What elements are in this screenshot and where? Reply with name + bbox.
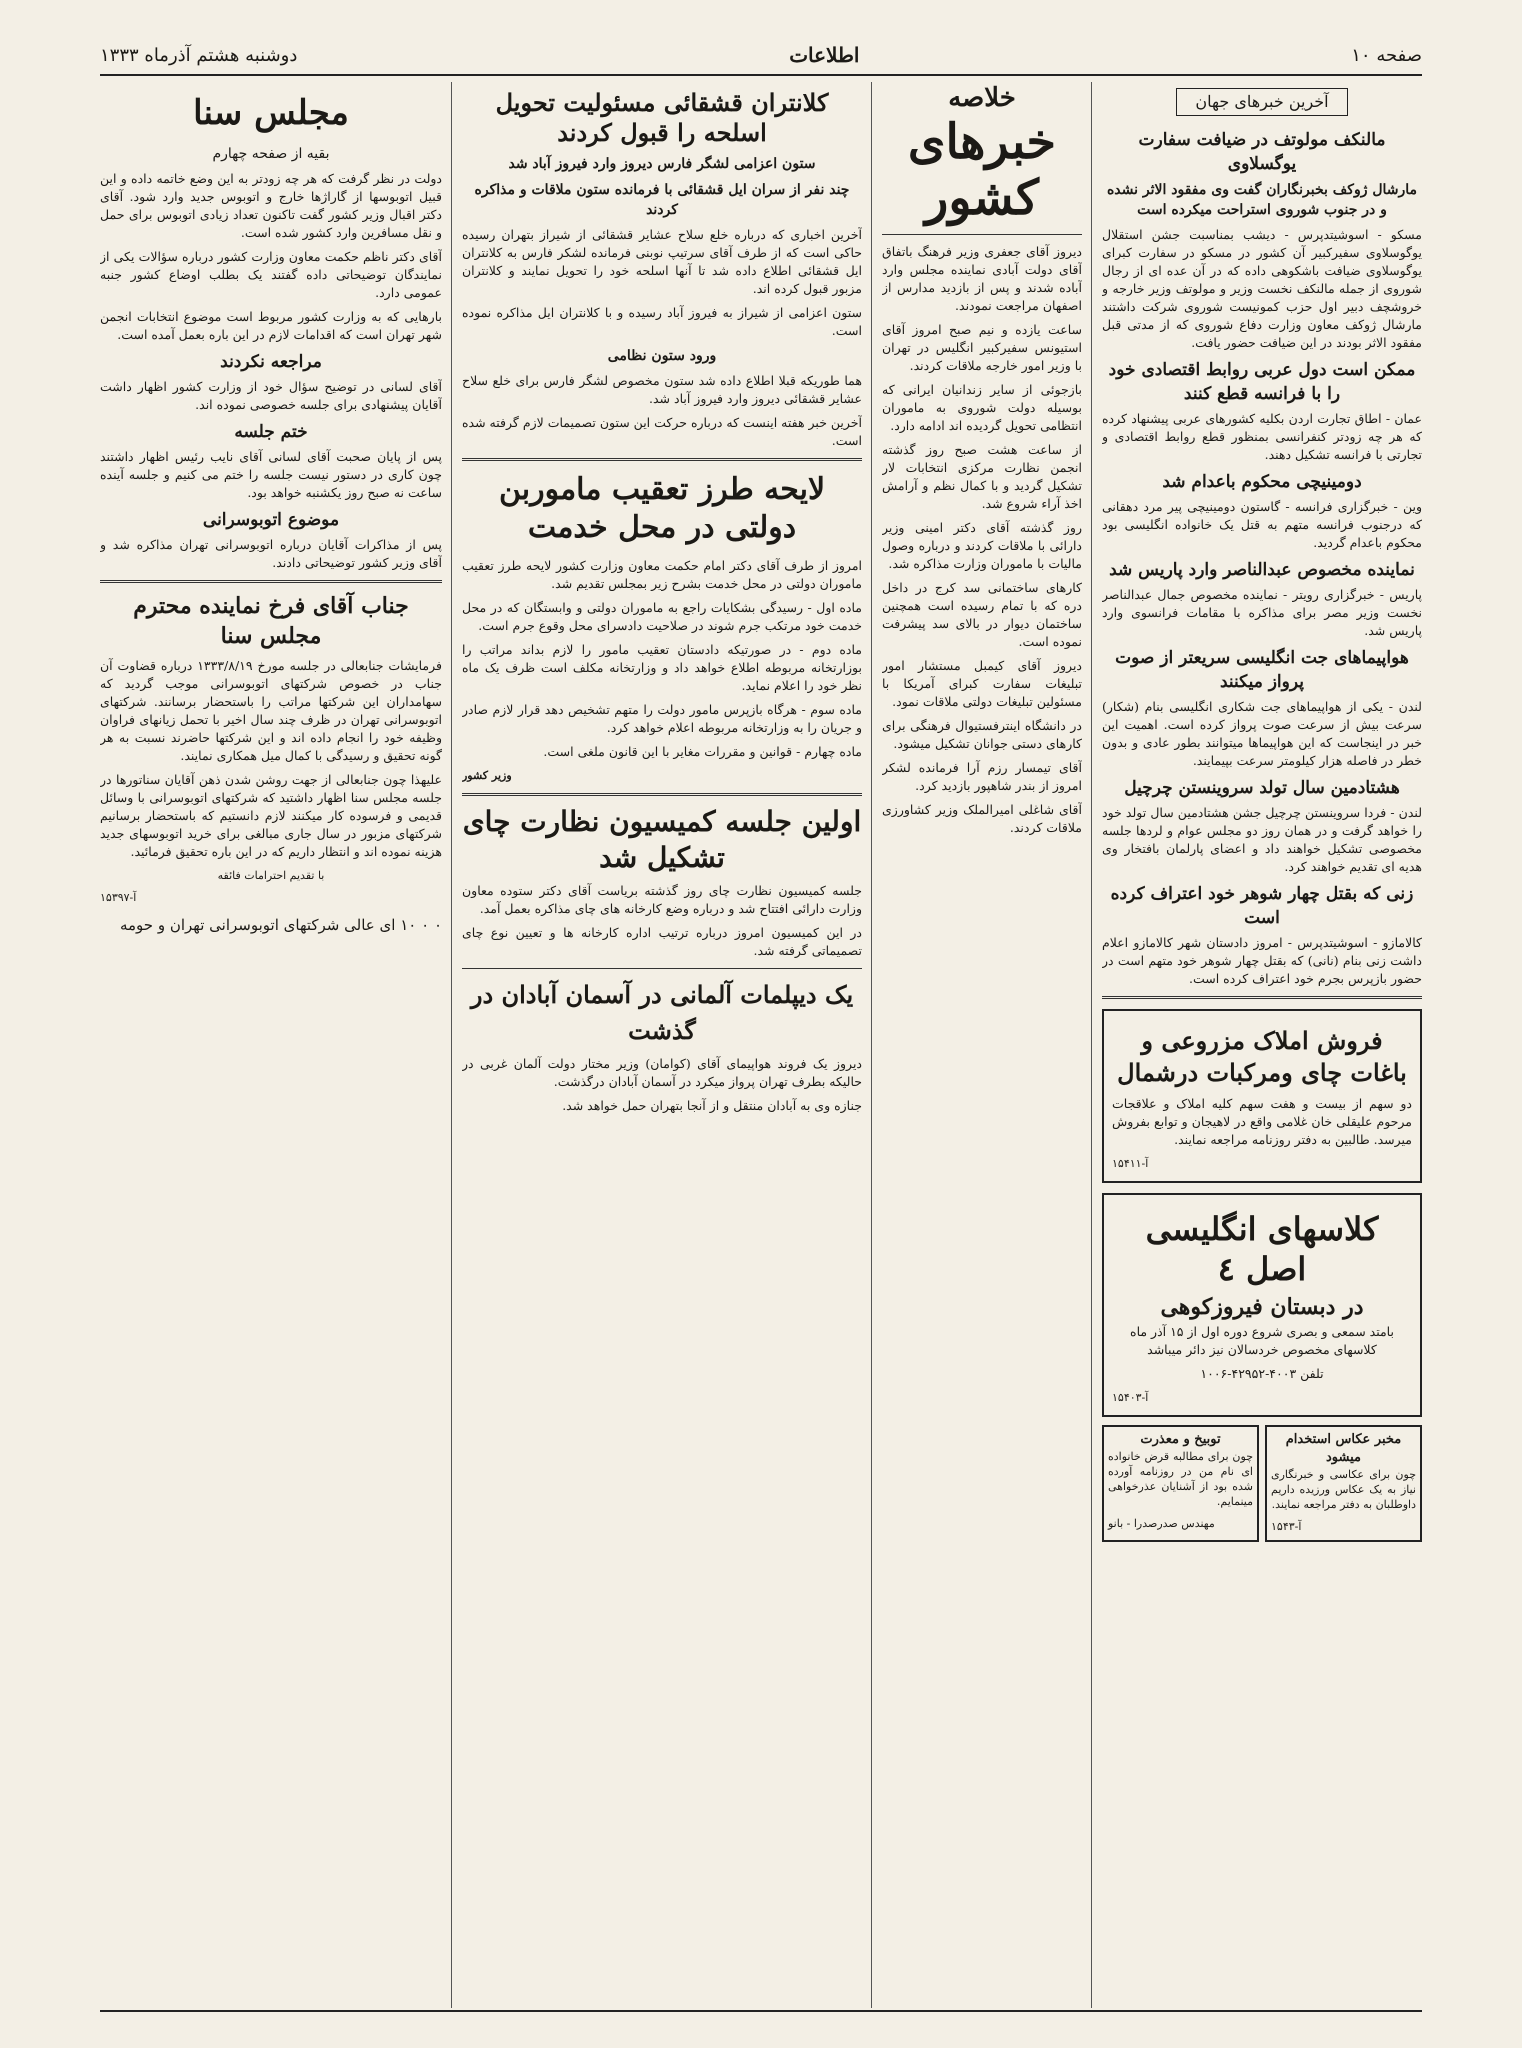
article-four-husbands: کالامازو - اسوشیتدپرس - امروز دادستان شهر کالامازو اعلام داشت زنی بنام (نانی) که بقتل چهار شوهر خود متهم است در حضور بازپرس بجرم خود اعتراف کرده است. — [1102, 935, 1422, 986]
domestic-item-2: ساعت یازده و نیم صبح امروز آقای استیونس سفیرکبیر انگلیس در تهران با وزیر امور خارجه ملاقات کردند. — [882, 322, 1082, 373]
headline-officials-bill: لایحه طرز تعقیب ماموربن دولتی در محل خدمت — [498, 472, 826, 545]
ad-estate-sale — [1102, 1009, 1422, 1183]
article-diplomat-2: جنازه وی به آبادان منتقل و از آنجا بتهران حمل خواهد شد. — [562, 1098, 862, 1113]
headline-german-diplomat: یک دیپلمات آلمانی در آسمان آبادان در گذشت — [470, 980, 854, 1045]
article-malenkov: مسکو - اسوشیتدپرس - دیشب بمناسبت جشن استقلال یوگوسلاوی سفیرکبیر آن کشور در مسکو در سفارت کبرای یوگوسلاوی ضیافت باشکوهی داده که در آن عده ای از رجال شوروی از جمله مالنکف نخست وزیر و مولوتف وزیر خارجه و خروشچف دبیر اول حزب کمونیست شوروی شرکت داشتند مارشال ژوکف معاون وزارت دفاع شوروی که از مدتی قبل مفقود الاثر بودند در این ضیافت حضور یافت. — [1102, 227, 1422, 350]
ad-english-body: بامتد سمعی و بصری شروع دوره اول از ۱۵ آذر ماه کلاسهای مخصوص خردسالان نیز دائر میباشد — [1130, 1324, 1394, 1357]
headline-senate: مجلس سنا — [193, 93, 349, 133]
bill-signature: وزیر کشور — [462, 769, 512, 782]
headline-tea-commission: اولین جلسه کمیسیون نظارت چای تشکیل شد — [462, 805, 862, 874]
article-tea-1: جلسه کمیسیون نظارت چای روز گذشته بریاست آقای دکتر ستوده معاون وزارت دارائی افتتاح شد و درباره وضع کارخانه های چای مذاکره بعمل آمد. — [462, 883, 862, 916]
letter-para-1: فرمایشات جنابعالی در جلسه مورخ ۱۳۳۳/۸/۱۹ درباره قضاوت آن جناب در خصوص شرکتهای اتوبوسرانی موجب گردید که سهامداران این شرکتها مراتب را باستحضار برسانند. شرکتهای اتوبوسرانی تهران در ظرف چند سال اخیر با تحمل زیانهای فراوان وظیفه خود را انجام داده اند و این شرکتها حاضرند نسبت به هر گونه تحقیق و رسیدگی با کمال میل همکاری نمایند. — [100, 658, 442, 763]
headline-qashqai: کلانتران قشقائی مسئولیت تحویل اسلحه را قبول کردند — [495, 88, 829, 147]
senate-para-3: بارهایی که به وزارت کشور مربوط است موضوع انتخابات انجمن شهر تهران است که اقدامات لازم در این باره بعمل آمده است. — [100, 309, 442, 342]
headline-nasser-envoy: نماینده مخصوص عبدالناصر وارد پاریس شد — [1109, 560, 1415, 580]
domestic-item-3: بازجوئی از سایر زندانیان ایرانی که بوسیله دولت شوروی به ماموران انتظامی تحویل گردیده اند ادامه دارد. — [882, 382, 1082, 433]
ad-english-title: کلاسهای انگلیسی اصل ٤ — [1145, 1210, 1379, 1288]
newspaper-title: اطلاعات — [789, 43, 860, 67]
ad-apology — [1102, 1425, 1259, 1542]
bottom-rule — [100, 2010, 1422, 2012]
ad-english-school: در دبستان فیروزکوهی — [1160, 1294, 1364, 1320]
article-tea-2: در این کمیسیون امروز درباره ترتیب اداره کارخانه ها و تعیین نوع چای تصمیماتی گرفته شد. — [462, 925, 862, 958]
article-diplomat-1: دیروز یک فروند هواپیمای آقای (کوامان) وزیر مختار دولت آلمان غربی در حالیکه بطرف تهران پرواز میکرد در آسمان آبادان درگذشت. — [462, 1056, 862, 1089]
ad-estate-body: دو سهم از بیست و هفت سهم کلیه املاک و علاقجات مرحوم علیقلی خان غلامی واقع در لاهیجان و توابع بفروش میرسد. طالبین به دفتر روزنامه مراجعه نمایند. — [1112, 1096, 1412, 1147]
letter-closing: با تقدیم احترامات فائقه — [217, 869, 325, 882]
divider — [882, 234, 1082, 235]
domestic-item-7: دیروز آقای کیمبل مستشار امور تبلیغات سفارت کبرای آمریکا با مسئولین تبلیغات دولتی ملاقات نمود. — [882, 658, 1082, 709]
domestic-item-8: در دانشگاه اینترفستیوال فرهنگی برای کارهای دستی جوانان تشکیل میشود. — [882, 718, 1082, 751]
letter-code: آ-۱۵۳۹۷ — [100, 891, 137, 904]
ad-photographer-title: مخبر عکاس استخدام میشود — [1285, 1432, 1402, 1465]
subhead-zhukov: مارشال ژوکف بخبرنگاران گفت وی مفقود الاثر نشده و در جنوب شوروی استراحت میکرده است — [1106, 182, 1418, 218]
subhead-bus-service: موضوع اتوبوسرانی — [202, 510, 340, 530]
column-rule-2 — [871, 82, 872, 2008]
senate-para-5: پس از پایان صحبت آقای لسانی آقای نایب رئیس اظهار داشتند چون کاری در دستور نیست جلسه را ختم می کنیم و جلسه آینده ساعت نه صبح روز یکشنبه خواهد بود. — [100, 449, 442, 500]
headline-four-husbands: زنی که بقتل چهار شوهر خود اعتراف کرده است — [1110, 884, 1414, 928]
issue-date: دوشنبه هشتم آذرماه ۱۳۳۳ — [100, 44, 298, 66]
column-qashqai — [462, 82, 862, 2008]
divider — [100, 580, 442, 583]
masthead-rule — [100, 74, 1422, 76]
domestic-item-1: دیروز آقای جعفری وزیر فرهنگ باتفاق آقای دولت آبادی نماینده مجلس وارد آباده شدند و پس از بازدید مدارس از اصفهان مراجعت نمودند. — [882, 244, 1082, 313]
small-ads-row — [1102, 1425, 1422, 1542]
domestic-news-logo: خبرهای کشور — [907, 114, 1057, 226]
world-news-box-title: آخرین خبرهای جهان — [1176, 88, 1347, 116]
ad-apology-signature: مهندس صدرصدرا - بانو — [1108, 1517, 1215, 1530]
domestic-item-5: روز گذشته آقای دکتر امینی وزیر دارائی با ملاقات کردند و درباره وصول مالیات با ماموران وزارت مذاکره شد. — [882, 520, 1082, 571]
ad-english-code: آ-۱۵۴۰۳ — [1112, 1391, 1149, 1404]
ad-estate-title: فروش املاک مزروعی و باغات چای ومرکبات درشمال — [1117, 1026, 1407, 1087]
article-bill-article-1: ماده اول - رسیدگی بشکایات راجع به ماموران دولتی و وابستگان که در محل خدمت خود مرتکب جرم شوند در صلاحیت دادسرای محل وقوع جرم است. — [462, 600, 862, 633]
article-qashqai-1b: ستون اعزامی از شیراز به فیروز آباد رسیده و با کلانتران ایل مذاکره نموده است. — [462, 305, 862, 338]
senate-para-1: دولت در نظر گرفت که هر چه زودتر به این وضع خاتمه داده و این قبیل اتوبوسها از گاراژها خارج و اتوبوس جدید وارد شود. آقای دکتر اقبال وزیر کشور گفت تاکنون تعداد زیادی اتوبوس برای حمل و نقل مسافرین وارد کشور شده است. — [100, 171, 442, 240]
article-jets: لندن - یکی از هواپیماهای جت شکاری انگلیسی بنام (شکار) سرعت بیش از سرعت صوت پرواز کرده است. اهمیت این خبر در اینجاست که این هواپیماها میتوانند بطور عادی و بدون خطر در فاصله هزار کیلومتر سرعت بپیمایند. — [1102, 699, 1422, 768]
page-number: صفحه ۱۰ — [1351, 44, 1422, 66]
headline-arab-france: ممکن است دول عربی روابط اقتصادی خود را با فرانسه قطع کنند — [1108, 360, 1416, 404]
column-senate — [100, 82, 442, 2008]
ad-english-classes — [1102, 1193, 1422, 1417]
article-churchill: لندن - فردا سروینستن چرچیل جشن هشتادمین سال تولد خود را خواهد گرفت و در همان روز دو مجلس عوام و لردها جلسه مخصوصی تشکیل خواهند داد و اعضای پارلمان بافتخار وی هدیه ای تقدیم خواهند کرد. — [1102, 805, 1422, 874]
article-qashqai-1: آخرین اخباری که درباره خلع سلاح عشایر قشقائی از شیراز بتهران رسیده حاکی است که از طرف آقای سرتیپ نوبنی فرمانده لشکر فارس به کلانتران ایل قشقائی اطلاع داده شد تا آنها اسلحه خود را تحویل نمایند و کلانتران مزبور قبول کرده اند. — [462, 227, 862, 296]
column-domestic-news — [882, 82, 1082, 2008]
senate-para-4: آقای لسانی در توضیح سؤال خود از وزارت کشور اظهار داشت آقایان پیشنهادی برای جلسه خصوصی نموده اند. — [100, 379, 442, 412]
column-rule-1 — [1091, 82, 1092, 2008]
divider — [462, 968, 862, 969]
headline-letter-farrokh: جناب آقای فرخ نماینده محترم مجلس سنا — [133, 593, 409, 649]
ad-photographer-body: چون برای عکاسی و خبرنگاری نیاز به یک عکاس ورزیده داریم داوطلبان به دفتر مراجعه نمایند. — [1271, 1468, 1416, 1511]
letter-signatory: ۰ ۰ ۱۰ ای عالی شرکتهای اتوبوسرانی تهران و حومه — [119, 916, 442, 934]
headline-churchill: هشتادمین سال تولد سروینستن چرچیل — [1124, 778, 1400, 798]
ad-photographer — [1265, 1425, 1422, 1542]
divider — [462, 793, 862, 796]
headline-malenkov: مالنکف مولوتف در ضیافت سفارت یوگسلاوی — [1138, 130, 1386, 174]
divider — [462, 458, 862, 461]
domestic-item-6: کارهای ساختمانی سد کرج در داخل دره که با تمام رسیده است همچنین ساختمان دیوار در بالای سد پیشرفت نموده است. — [882, 580, 1082, 649]
headline-jets: هواپیماهای جت انگلیسی سریعتر از صوت پرواز میکنند — [1115, 648, 1409, 692]
subhead-no-referral: مراجعه نکردند — [220, 352, 322, 372]
ad-english-phone: تلفن ۴۰۰۳-۴۲۹۵۲-۱۰۰۶ — [1200, 1366, 1324, 1381]
article-bill-article-2: ماده دوم - در صورتیکه دادستان تعقیب مامور را لازم بداند مراتب را بوزارتخانه مربوطه اطلاع خواهد داد و وزارتخانه مکلف است ظرف یک ماه نظر خود را اعلام نماید. — [462, 642, 862, 693]
subhead-qashqai-1: ستون اعزامی لشگر فارس دیروز وارد فیروز آباد شد — [508, 156, 816, 172]
masthead — [100, 38, 1422, 72]
senate-para-6: پس از مذاکرات آقایان درباره اتوبوسرانی تهران مذاکره شد و آقای وزیر کشور توضیحاتی دادند. — [100, 537, 442, 570]
article-qashqai-2: هما طوریکه قبلا اطلاع داده شد ستون مخصوص لشگر فارس برای خلع سلاح عشایر قشقائی دیروز وارد فیروز آباد شد. — [462, 373, 862, 406]
domestic-item-10: آقای شاغلی امیرالملک وزیر کشاورزی ملاقات کردند. — [882, 802, 1082, 835]
ad-estate-code: آ-۱۵۴۱۱ — [1112, 1157, 1149, 1170]
headline-dominici: دومینیچی محکوم باعدام شد — [1162, 472, 1362, 492]
letter-para-2: علیهذا چون جنابعالی از جهت روشن شدن ذهن آقایان سناتورها در جلسه مجلس سنا اظهار داشتید که شرکتهای اتوبوسرانی با وسائل قدیمی و فرسوده کار میکنند لازم دانستیم که باستحضار برسانیم شرکتهای مزبور در سال جاری مبالغی برای خرید اتوبوسهای جدید هزینه نموده اند و انتظار داریم که در این باره تحقیق فرمائید. — [100, 772, 442, 859]
ad-photographer-code: آ-۱۵۴۳ — [1271, 1520, 1302, 1533]
domestic-news-logo-small: خلاصه — [948, 83, 1016, 113]
ad-apology-body: چون برای مطالبه قرض خانواده ای نام من در روزنامه آورده شده بود از آشنایان عذرخواهی مینمایم. — [1108, 1450, 1253, 1508]
article-qashqai-2b: آخرین خبر هفته اینست که درباره حرکت این ستون تصمیمات لازم گرفته شده است. — [462, 415, 862, 448]
article-bill-article-4: ماده چهارم - قوانین و مقررات مغایر با این قانون ملغی است. — [543, 744, 862, 759]
subhead-military-column: ورود ستون نظامی — [607, 348, 717, 364]
article-arab-france: عمان - اطاق تجارت اردن بکلیه کشورهای عربی پیشنهاد کرده که هر چه زودتر کنفرانسی بمنظور قطع روابط اقتصادی و تجارتی با فرانسه تشکیل دهند. — [1102, 411, 1422, 462]
subhead-qashqai-2: چند نفر از سران ایل قشقائی با فرمانده ستون ملاقات و مذاکره کردند — [474, 182, 850, 218]
article-bill-intro: امروز از طرف آقای دکتر امام حکمت معاون وزارت کشور لایحه طرز تعقیب ماموران دولتی در محل خدمت بشرح زیر بمجلس تقدیم شد. — [462, 558, 862, 591]
column-world-news — [1102, 82, 1422, 2008]
continued-from: بقیه از صفحه چهارم — [212, 146, 330, 162]
senate-para-2: آقای دکتر ناظم حکمت معاون وزارت کشور درباره سؤالات یکی از نمایندگان توضیحاتی داده گفتند یک بطلب اوضاع کشور جنبه عمومی دارد. — [100, 249, 442, 300]
article-dominici: وین - خبرگزاری فرانسه - گاستون دومینیچی پیر مرد دهقانی که درجنوب فرانسه متهم به قتل یک خانواده انگلیسی بود محکوم باعدام گردید. — [1102, 499, 1422, 550]
newspaper-page — [40, 0, 1482, 2048]
ad-apology-title: توبیخ و معذرت — [1140, 1432, 1221, 1447]
subhead-session-end: ختم جلسه — [234, 422, 308, 442]
domestic-item-9: آقای تیمسار رزم آرا فرمانده لشکر امروز از بندر شاهپور بازدید کرد. — [882, 760, 1082, 793]
divider — [1102, 996, 1422, 999]
domestic-item-4: از ساعت هشت صبح روز گذشته انجمن نظارت مرکزی انتخابات لار تشکیل گردید و با کمال نظم و آرامش اخذ آراء شروع شد. — [882, 442, 1082, 511]
column-rule-3 — [451, 82, 452, 2008]
article-nasser-envoy: پاریس - خبرگزاری رویتر - نماینده مخصوص جمال عبدالناصر نخست وزیر مصر برای مذاکره با مقامات فرانسوی وارد پاریس شد. — [1102, 587, 1422, 638]
article-bill-article-3: ماده سوم - هرگاه بازپرس مامور دولت را متهم تشخیص دهد قرار لازم صادر و جریان را به وزارتخانه مربوطه اعلام خواهد کرد. — [462, 702, 862, 735]
